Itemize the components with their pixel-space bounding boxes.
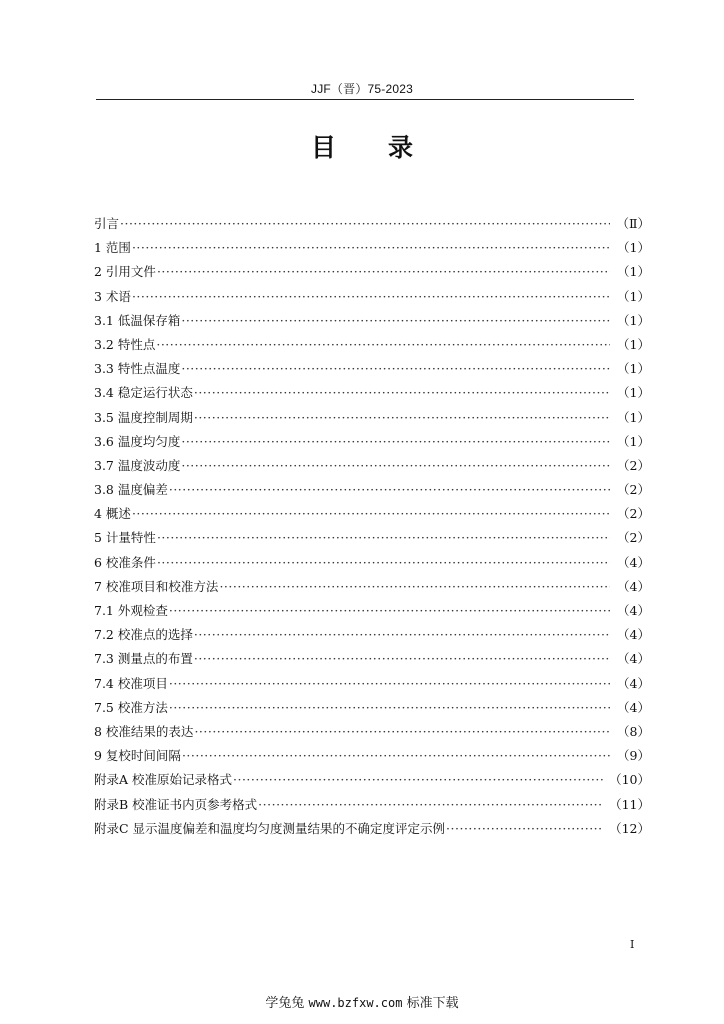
toc-entry[interactable] bbox=[94, 454, 650, 478]
toc-dot-leader bbox=[132, 236, 610, 260]
toc-entry[interactable] bbox=[94, 793, 650, 817]
toc-entry-title: 7.1 外观检查 bbox=[94, 603, 168, 618]
toc-dot-leader bbox=[169, 696, 610, 720]
toc-entry-title: 3.5 温度控制周期 bbox=[94, 409, 193, 425]
toc-entry-title: 引言 bbox=[94, 216, 120, 231]
toc-entry-page: （4） bbox=[617, 675, 650, 691]
toc-entry-page: （9） bbox=[617, 748, 650, 764]
toc-entry-title: 3.6 温度均匀度 bbox=[94, 433, 181, 449]
toc-entry-title: 3.4 稳定运行状态 bbox=[94, 385, 193, 401]
toc-dot-leader bbox=[181, 309, 610, 333]
toc-entry[interactable] bbox=[94, 817, 650, 841]
toc-entry[interactable] bbox=[94, 406, 650, 430]
toc-entry[interactable] bbox=[94, 260, 650, 284]
toc-entry[interactable] bbox=[94, 309, 650, 333]
toc-entry[interactable] bbox=[94, 285, 650, 309]
toc-entry-title: 附录B 校准证书内页参考格式 bbox=[94, 796, 258, 812]
toc-entry-title: 3.7 温度波动度 bbox=[94, 457, 181, 473]
toc-dot-leader bbox=[194, 623, 610, 647]
toc-entry-page: （Ⅱ） bbox=[616, 216, 650, 231]
toc-entry[interactable] bbox=[94, 478, 650, 502]
footer-site-name: 学兔兔 bbox=[265, 996, 305, 1011]
toc-dot-leader bbox=[157, 526, 610, 550]
page-number: Ⅰ bbox=[630, 938, 635, 951]
toc-entry-page: （8） bbox=[617, 723, 650, 739]
toc-entry-page: （2） bbox=[617, 457, 650, 473]
toc-entry-title: 7.5 校准方法 bbox=[94, 699, 168, 715]
toc-entry[interactable] bbox=[94, 526, 650, 550]
toc-entry-page: （1） bbox=[617, 312, 650, 328]
toc-entry-page: （10） bbox=[609, 772, 650, 788]
header-divider bbox=[96, 99, 634, 100]
toc-entry-page: （2） bbox=[617, 506, 650, 522]
toc-entry[interactable] bbox=[94, 647, 650, 671]
toc-dot-leader bbox=[181, 454, 610, 478]
toc-entry-page: （1） bbox=[617, 264, 650, 280]
toc-entry-page: （1） bbox=[617, 240, 650, 256]
toc-dot-leader bbox=[194, 647, 610, 671]
toc-entry-title: 1 范围 bbox=[94, 240, 131, 256]
toc-dot-leader bbox=[181, 430, 610, 454]
toc-entry-page: （1） bbox=[617, 288, 650, 304]
toc-dot-leader bbox=[132, 285, 610, 309]
toc-dot-leader bbox=[132, 502, 610, 526]
toc-entry[interactable] bbox=[94, 599, 650, 623]
toc-entry-page: （11） bbox=[609, 796, 650, 812]
toc-entry-title: 3.2 特性点 bbox=[94, 336, 156, 352]
toc-dot-leader bbox=[169, 478, 610, 502]
toc-dot-leader bbox=[156, 333, 610, 357]
toc-entry-title: 8 校准结果的表达 bbox=[94, 723, 194, 739]
toc-entry-page: （2） bbox=[617, 530, 650, 546]
toc-entry-page: （1） bbox=[617, 433, 650, 449]
footer-url[interactable]: www.bzfxw.com bbox=[308, 996, 403, 1010]
toc-entry-page: （4） bbox=[617, 651, 650, 667]
toc-dot-leader bbox=[182, 744, 610, 768]
toc-entry-title: 2 引用文件 bbox=[94, 264, 156, 280]
toc-entry-title: 附录C 显示温度偏差和温度均匀度测量结果的不确定度评定示例 bbox=[94, 820, 446, 836]
toc-entry-title: 7.4 校准项目 bbox=[94, 675, 168, 691]
footer-tagline: 标准下载 bbox=[406, 996, 459, 1011]
toc-entry-title: 6 校准条件 bbox=[94, 554, 156, 570]
toc-entry[interactable] bbox=[94, 357, 650, 381]
toc-entry[interactable] bbox=[94, 333, 650, 357]
toc-dot-leader bbox=[157, 551, 610, 575]
toc-dot-leader bbox=[181, 357, 610, 381]
document-code-header: JJF（晋）75-2023 bbox=[311, 82, 413, 96]
toc-entry[interactable] bbox=[94, 623, 650, 647]
toc-entry-page: （4） bbox=[617, 699, 650, 715]
toc-dot-leader bbox=[157, 260, 610, 284]
toc-entry[interactable] bbox=[94, 696, 650, 720]
toc-dot-leader bbox=[194, 381, 610, 405]
toc-entry-title: 7.3 测量点的布置 bbox=[94, 651, 193, 667]
toc-entry-page: （1） bbox=[617, 336, 650, 352]
toc-entry[interactable] bbox=[94, 502, 650, 526]
toc-dot-leader bbox=[258, 793, 603, 817]
toc-entry-page: （4） bbox=[617, 603, 650, 618]
toc-entry-page: （1） bbox=[617, 409, 650, 425]
toc-entry-page: （1） bbox=[617, 385, 650, 401]
toc-entry-title: 3 术语 bbox=[94, 288, 131, 304]
toc-entry[interactable] bbox=[94, 720, 650, 744]
toc-dot-leader bbox=[120, 212, 610, 236]
toc-entry-title: 3.3 特性点温度 bbox=[94, 361, 181, 377]
toc-entry-title: 4 概述 bbox=[94, 506, 131, 522]
toc-entry[interactable] bbox=[94, 744, 650, 768]
toc-entry-page: （1） bbox=[617, 361, 650, 377]
toc-entry[interactable] bbox=[94, 381, 650, 405]
toc-entry-title: 3.8 温度偏差 bbox=[94, 482, 168, 498]
toc-entry-page: （4） bbox=[617, 554, 650, 570]
toc-entry[interactable] bbox=[94, 672, 650, 696]
footer-watermark bbox=[0, 992, 724, 1011]
toc-entry[interactable] bbox=[94, 768, 650, 792]
toc-entry-title: 7.2 校准点的选择 bbox=[94, 627, 193, 643]
toc-dot-leader bbox=[219, 575, 610, 599]
toc-entry-title: 7 校准项目和校准方法 bbox=[94, 578, 219, 594]
toc-entry-page: （4） bbox=[617, 627, 650, 643]
toc-dot-leader bbox=[194, 406, 610, 430]
toc-entry-title: 9 复校时间间隔 bbox=[94, 748, 181, 764]
page-title: 目录 bbox=[310, 133, 465, 162]
toc-entry[interactable] bbox=[94, 236, 650, 260]
toc-dot-leader bbox=[194, 720, 610, 744]
toc-dot-leader bbox=[169, 672, 610, 696]
toc-entry-page: （12） bbox=[609, 820, 650, 836]
toc-dot-leader bbox=[446, 817, 603, 841]
toc-dot-leader bbox=[169, 599, 610, 623]
toc-dot-leader bbox=[233, 768, 603, 792]
toc-entry[interactable] bbox=[94, 551, 650, 575]
toc-entry[interactable] bbox=[94, 575, 650, 599]
toc-entry-page: （2） bbox=[617, 482, 650, 498]
toc-entry-title: 5 计量特性 bbox=[94, 530, 156, 546]
toc-entry[interactable] bbox=[94, 212, 650, 236]
toc-entry[interactable] bbox=[94, 430, 650, 454]
table-of-contents bbox=[94, 212, 650, 841]
toc-entry-page: （4） bbox=[617, 578, 650, 594]
toc-entry-title: 3.1 低温保存箱 bbox=[94, 312, 181, 328]
toc-entry-title: 附录A 校准原始记录格式 bbox=[94, 772, 233, 788]
